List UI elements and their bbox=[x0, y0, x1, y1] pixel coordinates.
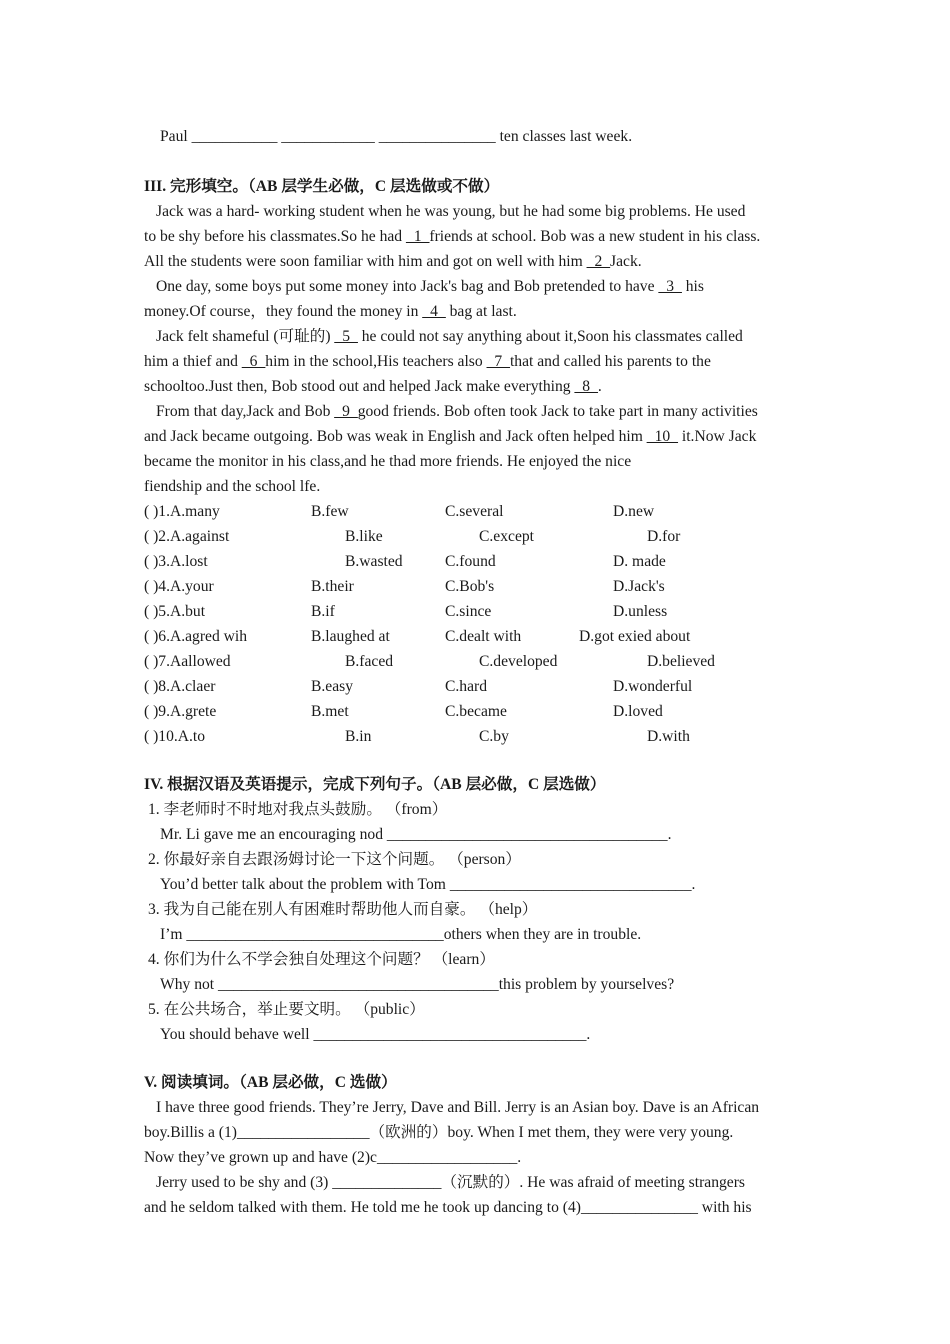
option-d: D.wonderful bbox=[613, 678, 693, 695]
option-d: D.with bbox=[647, 728, 690, 745]
reading-line: and he seldom talked with them. He told me he took up dancing to (4)_______________ with his bbox=[144, 1199, 752, 1216]
option-c: C.developed bbox=[479, 653, 558, 670]
option-d: D.new bbox=[613, 503, 655, 520]
reading-line: I have three good friends. They’re Jerry, Dave and Bill. Jerry is an Asian boy. Dave is an African bbox=[156, 1099, 760, 1116]
chinese-prompt: 2. 你最好亲自去跟汤姆讨论一下这个问题。 （person） bbox=[148, 851, 521, 868]
blank-10: _10_ bbox=[646, 428, 678, 445]
blank-5: _5_ bbox=[334, 328, 358, 345]
option-d: D.got exied about bbox=[579, 628, 691, 645]
cloze-line: him a thief and _6_him in the school,His teachers also _7_that and called his parents to the bbox=[144, 353, 711, 370]
english-sentence: You’d better talk about the problem with Tom _______________________________. bbox=[160, 876, 696, 893]
option-b: B.if bbox=[311, 603, 335, 620]
option-d: D.for bbox=[647, 528, 681, 545]
option-b: B.like bbox=[345, 528, 383, 545]
question-stem: ( )3.A.lost bbox=[144, 553, 208, 570]
blank-7: _7_ bbox=[486, 353, 510, 370]
english-sentence: I’m _________________________________others when they are in trouble. bbox=[160, 926, 642, 943]
chinese-prompt: 4. 你们为什么不学会独自处理这个问题？ （learn） bbox=[148, 951, 495, 968]
blank-1: _1_ bbox=[406, 228, 430, 245]
question-stem: ( )7.Aallowed bbox=[144, 653, 231, 670]
option-d: D.unless bbox=[613, 603, 668, 620]
question-stem: ( )4.A.your bbox=[144, 578, 214, 595]
question-stem: ( )9.A.grete bbox=[144, 703, 217, 720]
question-stem: ( )10.A.to bbox=[144, 728, 206, 745]
option-d: D.believed bbox=[647, 653, 715, 670]
section-5-heading: V. 阅读填词。（AB 层必做，C 选做） bbox=[144, 1074, 397, 1091]
cloze-line: From that day,Jack and Bob _9_good friends. Bob often took Jack to take part in many activities bbox=[156, 403, 758, 420]
section-3-heading: III. 完形填空。（AB 层学生必做，C 层选做或不做） bbox=[144, 178, 500, 195]
question-stem: ( )6.A.agred wih bbox=[144, 628, 248, 645]
blank-2: _2_ bbox=[586, 253, 611, 270]
section-4-heading: IV. 根据汉语及英语提示，完成下列句子。（AB 层必做，C 层选做） bbox=[144, 776, 606, 793]
cloze-line: became the monitor in his class,and he thad more friends. He enjoyed the nice bbox=[144, 453, 632, 470]
option-c: C.found bbox=[445, 553, 496, 570]
cloze-line: Jack felt shameful (可耻的) _5_ he could not say anything about it,Soon his classmates called bbox=[156, 328, 743, 345]
blank-3: _3_ bbox=[658, 278, 682, 295]
option-b: B.their bbox=[311, 578, 354, 595]
option-c: C.by bbox=[479, 728, 509, 745]
cloze-line: and Jack became outgoing. Bob was weak in English and Jack often helped him _10_ it.Now Jack bbox=[144, 428, 757, 445]
option-c: C.Bob's bbox=[445, 578, 495, 595]
option-d: D. made bbox=[613, 553, 666, 570]
option-b: B.in bbox=[345, 728, 372, 745]
option-b: B.met bbox=[311, 703, 349, 720]
english-sentence: Why not ____________________________________this problem by yourselves? bbox=[160, 976, 675, 993]
question-stem: ( )2.A.against bbox=[144, 528, 230, 545]
reading-line: Now they’ve grown up and have (2)c__________________. bbox=[144, 1149, 522, 1166]
english-sentence: Mr. Li gave me an encouraging nod ____________________________________. bbox=[160, 826, 672, 843]
cloze-line: fiendship and the school lfe. bbox=[144, 478, 321, 495]
blank-8: _8_ bbox=[574, 378, 598, 395]
cloze-line: All the students were soon familiar with him and got on well with him _2_Jack. bbox=[144, 253, 642, 270]
chinese-prompt: 5. 在公共场合，举止要文明。 （public） bbox=[148, 1001, 425, 1018]
option-d: D.loved bbox=[613, 703, 663, 720]
option-b: B.easy bbox=[311, 678, 354, 695]
reading-line: Jerry used to be shy and (3) ______________（沉默的）. He was afraid of meeting strangers bbox=[156, 1174, 745, 1191]
option-c: C.dealt with bbox=[445, 628, 522, 645]
option-c: C.hard bbox=[445, 678, 488, 695]
option-c: C.except bbox=[479, 528, 534, 545]
option-b: B.few bbox=[311, 503, 349, 520]
option-b: B.faced bbox=[345, 653, 394, 670]
paul-sentence: Paul ___________ ____________ _______________ ten classes last week. bbox=[160, 128, 633, 145]
blank-9: _9_ bbox=[334, 403, 358, 420]
question-stem: ( )8.A.claer bbox=[144, 678, 216, 695]
english-sentence: You should behave well ___________________________________. bbox=[160, 1026, 591, 1043]
chinese-prompt: 1. 李老师时不时地对我点头鼓励。 （from） bbox=[148, 801, 448, 818]
blank-6: _6_ bbox=[241, 353, 266, 370]
option-b: B.wasted bbox=[345, 553, 403, 570]
question-stem: ( )5.A.but bbox=[144, 603, 206, 620]
cloze-line: Jack was a hard- working student when he was young, but he had some big problems. He used bbox=[156, 203, 746, 220]
option-d: D.Jack's bbox=[613, 578, 665, 595]
chinese-prompt: 3. 我为自己能在别人有困难时帮助他人而自豪。 （help） bbox=[148, 901, 538, 918]
question-stem: ( )1.A.many bbox=[144, 503, 220, 520]
cloze-line: money.Of course，they found the money in _4_ bag at last. bbox=[144, 303, 517, 320]
cloze-line: One day, some boys put some money into Jack's bag and Bob pretended to have _3_ his bbox=[156, 278, 704, 295]
reading-line: boy.Billis a (1)_________________（欧洲的）boy. When I met them, they were very young. bbox=[144, 1124, 734, 1141]
option-c: C.since bbox=[445, 603, 492, 620]
cloze-line: schooltoo.Just then, Bob stood out and helped Jack make everything _8_. bbox=[144, 378, 602, 395]
option-c: C.became bbox=[445, 703, 507, 720]
cloze-line: to be shy before his classmates.So he had _1_friends at school. Bob was a new student in his class. bbox=[144, 228, 761, 245]
option-b: B.laughed at bbox=[311, 628, 390, 645]
option-c: C.several bbox=[445, 503, 504, 520]
blank-4: _4_ bbox=[422, 303, 446, 320]
